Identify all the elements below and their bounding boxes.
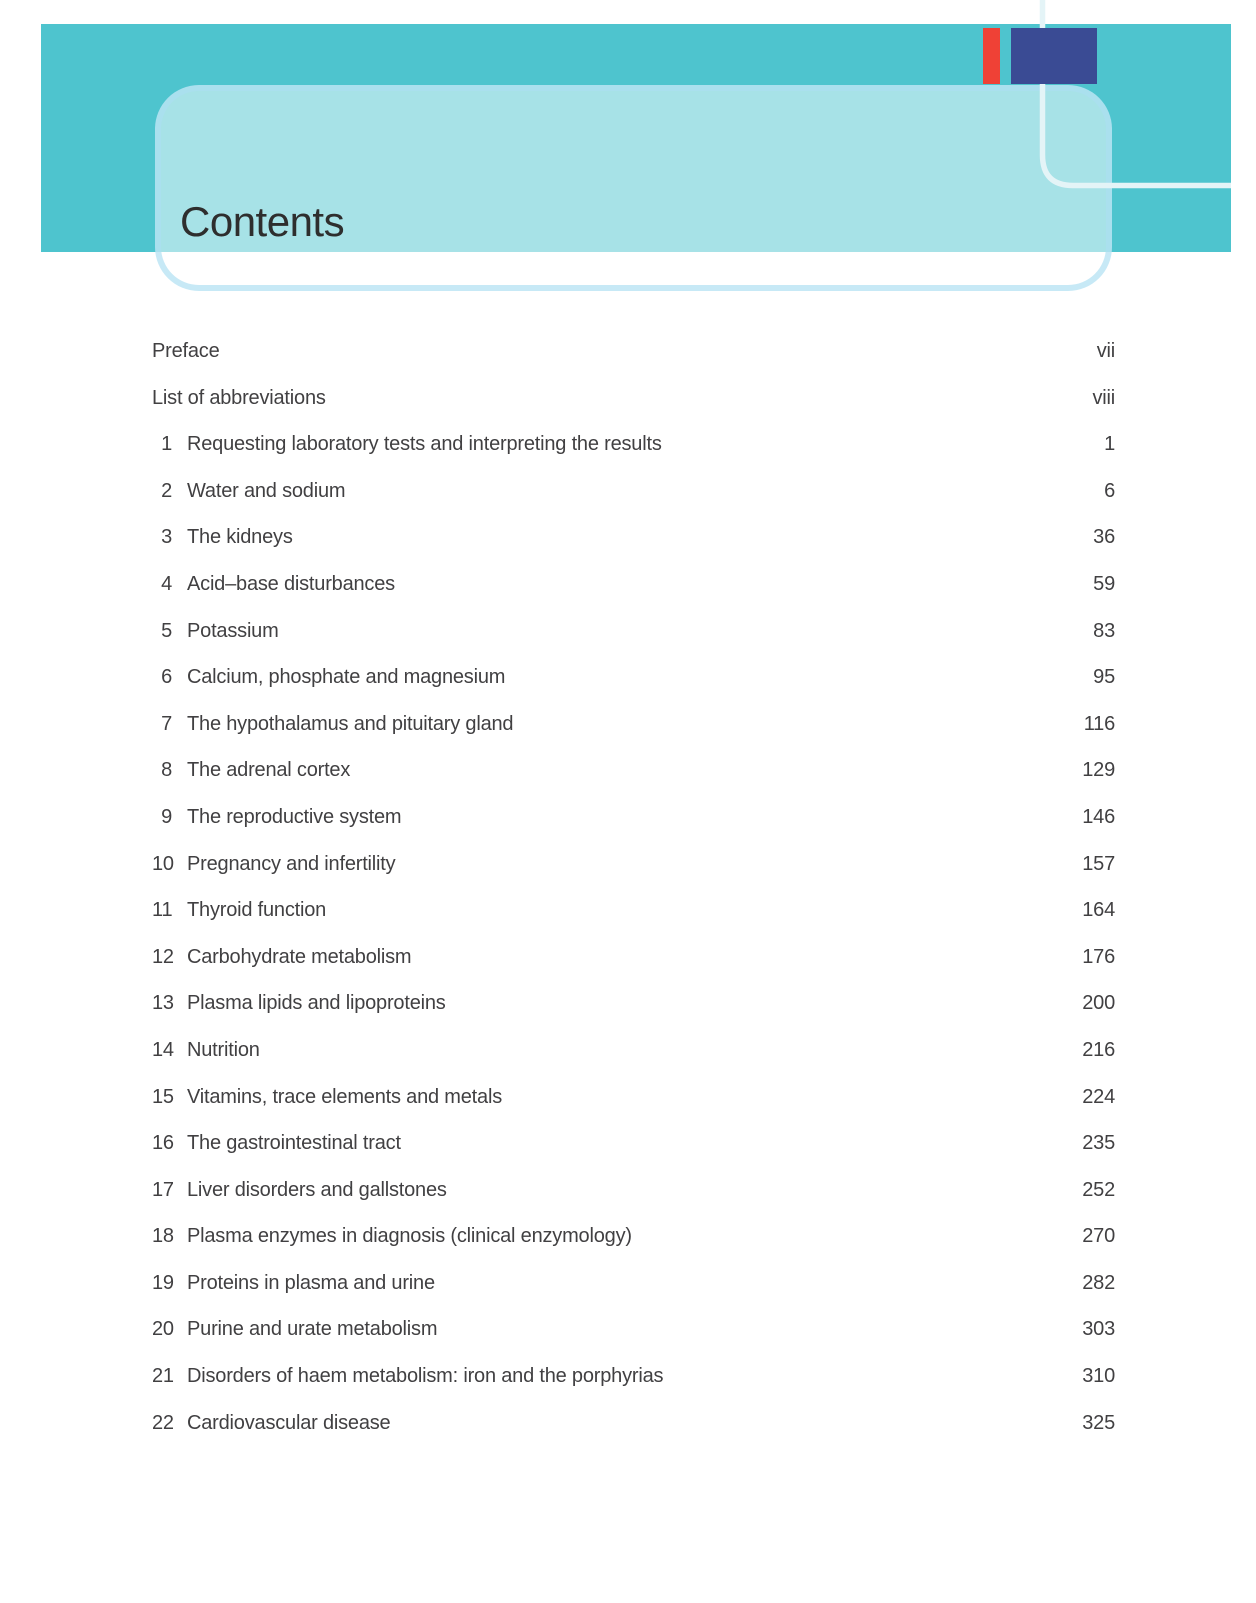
toc-row [152, 887, 1115, 934]
toc-chapter-number: 20 [152, 1318, 174, 1341]
toc-row [152, 841, 1115, 888]
toc-chapter-title: The gastrointestinal tract [187, 1132, 401, 1155]
toc-row [152, 1400, 1115, 1447]
toc-row [152, 1306, 1115, 1353]
toc-chapter-page: 270 [1082, 1225, 1115, 1248]
toc-chapter-page: 146 [1082, 805, 1115, 828]
toc-chapter-page: 129 [1082, 759, 1115, 782]
toc-chapter-page: 235 [1082, 1132, 1115, 1155]
toc-chapter-title: Proteins in plasma and urine [187, 1271, 435, 1294]
toc-chapter-page: 1 [1104, 433, 1115, 456]
toc-chapter-title: Potassium [187, 619, 279, 642]
toc-chapter-title: Vitamins, trace elements and metals [187, 1085, 503, 1108]
toc-chapter-title: Liver disorders and gallstones [187, 1178, 447, 1201]
toc-chapter-number: 2 [161, 479, 172, 502]
toc-chapter-number: 17 [152, 1178, 174, 1201]
toc-chapter-number: 6 [161, 666, 172, 689]
toc-chapter-title: The hypothalamus and pituitary gland [187, 712, 514, 735]
toc-row [152, 375, 1115, 422]
toc-row [152, 980, 1115, 1027]
contents-panel [155, 85, 1112, 291]
toc-chapter-number: 4 [161, 572, 172, 595]
toc-row [152, 1213, 1115, 1260]
toc-row [152, 747, 1115, 794]
blue-accent-block [1011, 28, 1097, 84]
toc-chapter-title: Calcium, phosphate and magnesium [187, 666, 506, 689]
toc-chapter-title: The kidneys [187, 526, 293, 549]
toc-row [152, 514, 1115, 561]
toc-row [152, 421, 1115, 468]
toc-chapter-title: Thyroid function [187, 899, 327, 922]
toc-chapter-title: The adrenal cortex [187, 759, 351, 782]
toc-row [152, 561, 1115, 608]
toc-entry-page: vii [1096, 340, 1115, 362]
toc-row [152, 701, 1115, 748]
toc-chapter-number: 3 [161, 526, 172, 549]
toc-chapter-page: 310 [1082, 1365, 1115, 1388]
toc-row [152, 1353, 1115, 1400]
toc-chapter-number: 9 [161, 805, 172, 828]
toc-row [152, 794, 1115, 841]
toc-chapter-page: 325 [1082, 1411, 1115, 1434]
toc-chapter-title: Disorders of haem metabolism: iron and the porphyrias [187, 1365, 664, 1388]
toc-chapter-title: Plasma enzymes in diagnosis (clinical enzymology) [187, 1225, 632, 1248]
toc-chapter-page: 224 [1082, 1085, 1115, 1108]
toc-chapter-number: 18 [152, 1225, 174, 1248]
toc-chapter-page: 216 [1082, 1038, 1115, 1061]
toc-chapter-number: 13 [152, 992, 174, 1015]
toc-chapter-title: Acid–base disturbances [187, 572, 395, 595]
toc-chapter-number: 11 [152, 899, 173, 922]
toc-chapter-number: 5 [161, 619, 172, 642]
page-title: Contents [180, 198, 345, 245]
toc-chapter-title: Nutrition [187, 1038, 260, 1061]
toc-chapter-number: 14 [152, 1038, 174, 1061]
toc-chapter-page: 176 [1082, 945, 1115, 968]
toc-row [152, 1120, 1115, 1167]
toc-row [152, 328, 1115, 375]
toc-chapter-page: 252 [1082, 1178, 1115, 1201]
toc-chapter-title: The reproductive system [187, 805, 402, 828]
toc-chapter-number: 21 [152, 1365, 174, 1388]
toc-chapter-title: Pregnancy and infertility [187, 852, 396, 875]
red-accent-bar [983, 28, 1000, 84]
toc-chapter-number: 22 [152, 1411, 174, 1434]
toc-chapter-number: 7 [161, 712, 172, 735]
toc-chapter-number: 10 [152, 852, 174, 875]
toc-chapter-title: Plasma lipids and lipoproteins [187, 992, 446, 1015]
toc-chapter-page: 200 [1082, 992, 1115, 1015]
toc-entry-page: viii [1092, 386, 1115, 409]
toc-row [152, 468, 1115, 515]
toc-chapter-title: Water and sodium [187, 479, 346, 502]
toc-list [152, 328, 1115, 1446]
toc-chapter-number: 19 [152, 1271, 174, 1294]
toc-chapter-page: 83 [1093, 619, 1115, 642]
toc-row [152, 1074, 1115, 1121]
toc-entry-label: Preface [152, 340, 220, 362]
toc-chapter-number: 8 [161, 759, 172, 782]
toc-row [152, 934, 1115, 981]
toc-chapter-number: 15 [152, 1085, 174, 1108]
toc-entry-label: List of abbreviations [152, 386, 326, 409]
toc-row [152, 1167, 1115, 1214]
toc-chapter-title: Carbohydrate metabolism [187, 945, 412, 968]
toc-chapter-number: 1 [161, 433, 172, 456]
toc-chapter-page: 6 [1104, 479, 1115, 502]
toc-chapter-number: 12 [152, 945, 174, 968]
toc-chapter-page: 282 [1082, 1271, 1115, 1294]
toc-row [152, 1027, 1115, 1074]
toc-chapter-page: 303 [1082, 1318, 1115, 1341]
toc-chapter-page: 164 [1082, 899, 1115, 922]
toc-chapter-page: 157 [1082, 852, 1115, 875]
toc-chapter-title: Cardiovascular disease [187, 1411, 391, 1434]
toc-row [152, 654, 1115, 701]
toc-row [152, 608, 1115, 655]
toc-chapter-page: 59 [1093, 572, 1115, 595]
toc-chapter-page: 36 [1093, 526, 1115, 549]
toc-row [152, 1260, 1115, 1307]
toc-chapter-page: 95 [1093, 666, 1115, 689]
toc-chapter-title: Requesting laboratory tests and interpreting the results [187, 433, 662, 456]
toc-chapter-title: Purine and urate metabolism [187, 1318, 438, 1341]
toc-chapter-number: 16 [152, 1132, 174, 1155]
toc-chapter-page: 116 [1083, 712, 1115, 735]
